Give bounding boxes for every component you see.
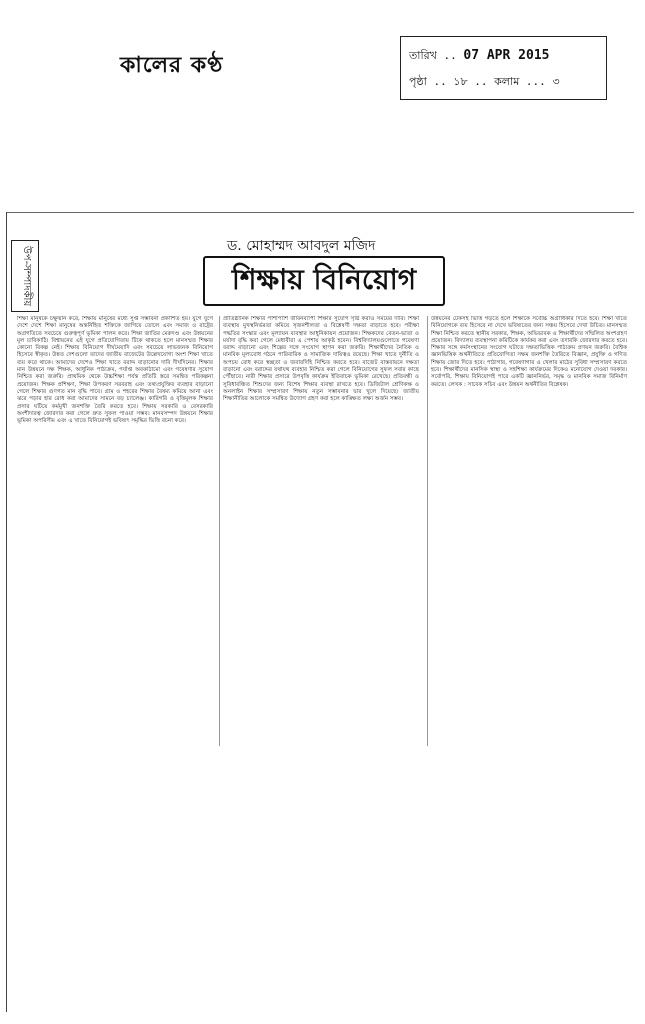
article-clipping (6, 212, 634, 1012)
newspaper-masthead: কালের কণ্ঠ (120, 52, 224, 78)
clipping-top-edge (7, 212, 634, 213)
stamp-date-label: তারিখ (409, 49, 437, 62)
article-byline: ড. মোহাম্মদ আবদুল মজিদ (227, 238, 376, 254)
article-headline: শিক্ষায় বিনিয়োগ (203, 256, 445, 306)
stamp-page-value: ১৮ (453, 75, 468, 88)
article-column-2: প্রাতিষ্ঠানিক শিক্ষার পাশাপাশি জীবনব্যাপী শিক্ষার সুযোগ সৃষ্টি করাও সময়ের দাবি। শিক্ষা ব্যবস্থায় মুখস্থনির্ভরতা কমিয়ে সৃজনশীলতা ও বিশ্লেষণী দক্ষতা বাড়াতে হবে। পরীক্ষা পদ্ধতির সংস্কার এবং মূল্যায়ন ব্যবস্থার আধুনিকায়ন প্রয়োজন। শিক্ষকদের বেতন-ভাতা ও মর্যাদা বৃদ্ধি করা গেলে মেধাবীরা এ পেশায় আকৃষ্ট হবেন। বিশ্ববিদ্যালয়গুলোতে গবেষণা বরাদ্দ বাড়ানো এবং শিল্পের সঙ্গে সংযোগ স্থাপন করা জরুরি। শিক্ষার্থীদের নৈতিক ও মানবিক মূল্যবোধ গঠনে পারিবারিক ও সামাজিক দায়িত্বও রয়েছে। শিক্ষা খাতে দুর্নীতি ও অপচয় রোধ করে স্বচ্ছতা ও জবাবদিহি নিশ্চিত করতে হবে। বাজেট বাস্তবায়নে দক্ষতা বাড়ানো এবং বরাদ্দের যথাযথ ব্যবহার নিশ্চিত করা গেলে বিনিয়োগের সুফল সবার কাছে পৌঁছাবে। নারী শিক্ষার প্রসারে উপবৃত্তি কার্যক্রম ইতিবাচক ভূমিকা রেখেছে। প্রতিবন্ধী ও সুবিধাবঞ্চিত শিশুদের জন্য বিশেষ শিক্ষার ব্যবস্থা রাখতে হবে। ডিজিটাল শ্রেণিকক্ষ ও অনলাইন শিক্ষার সম্প্রসারণ শিক্ষায় নতুন সম্ভাবনার দ্বার খুলে দিয়েছে। জাতীয় শিক্ষানীতির আলোকে সমন্বিত উদ্যোগ গ্রহণ করা হলে কাঙ্ক্ষিত লক্ষ্য অর্জন সম্ভব। (223, 316, 419, 403)
article-body (17, 316, 629, 746)
stamp-column-label: কলাম (494, 75, 520, 88)
stamp-page-row: পৃষ্ঠা .. ১৮ .. কলাম ... ৩ (409, 75, 560, 88)
clipping-stamp (400, 36, 607, 100)
column-divider (427, 316, 428, 746)
stamp-date-value: 07 APR 2015 (463, 48, 550, 63)
stamp-column-value: ৩ (552, 75, 560, 88)
stamp-page-label: পৃষ্ঠা (409, 75, 427, 88)
article-column-1: শিক্ষা মানুষকে চক্ষুষ্মান করে, শিক্ষায় মানুষের মধ্যে সুপ্ত সম্ভাবনা প্রকাশিত হয়। যুগে যুগে দেশে দেশে শিক্ষা মানুষের অন্তর্নিহিত শক্তিকে জাগিয়ে তোলে এবং সমাজ ও রাষ্ট্রের অগ্রগতিতে সবচেয়ে গুরুত্বপূর্ণ ভূমিকা পালন করে। শিক্ষা জাতির মেরুদণ্ড এবং উন্নয়নের মূল চাবিকাঠি। বিশ্বায়নের এই যুগে প্রতিযোগিতায় টিকে থাকতে হলে মানসম্মত শিক্ষার কোনো বিকল্প নেই। শিক্ষায় বিনিয়োগ দীর্ঘমেয়াদি এবং সবচেয়ে লাভজনক বিনিয়োগ হিসেবে স্বীকৃত। উন্নত দেশগুলো তাদের জাতীয় বাজেটের উল্লেখযোগ্য অংশ শিক্ষা খাতে ব্যয় করে থাকে। আমাদের দেশেও শিক্ষা খাতে বরাদ্দ বাড়ানোর দাবি দীর্ঘদিনের। শিক্ষার মান উন্নয়নে দক্ষ শিক্ষক, আধুনিক পাঠ্যক্রম, পর্যাপ্ত অবকাঠামো এবং গবেষণার সুযোগ নিশ্চিত করা জরুরি। প্রাথমিক থেকে উচ্চশিক্ষা পর্যন্ত প্রতিটি স্তরে সমন্বিত পরিকল্পনা প্রয়োজন। শিক্ষক প্রশিক্ষণ, শিক্ষা উপকরণ সরবরাহ এবং তথ্যপ্রযুক্তির ব্যবহার বাড়ানো গেলে শিক্ষার গুণগত মান বৃদ্ধি পাবে। গ্রাম ও শহরের শিক্ষার বৈষম্য কমিয়ে আনা এবং ঝরে পড়ার হার রোধ করা আমাদের সামনে বড় চ্যালেঞ্জ। কারিগরি ও বৃত্তিমূলক শিক্ষার প্রসার ঘটিয়ে কর্মমুখী জনশক্তি তৈরি করতে হবে। শিক্ষায় সরকারি ও বেসরকারি অংশীদারত্ব জোরদার করা গেলে দ্রুত সুফল পাওয়া সম্ভব। মানবসম্পদ উন্নয়নে শিক্ষার ভূমিকা অপরিসীম এবং এ খাতে বিনিয়োগই ভবিষ্যৎ সমৃদ্ধির ভিত্তি রচনা করে। (17, 316, 213, 425)
section-tab: উপ-সম্পাদকীয় (11, 240, 39, 312)
stamp-date-row: তারিখ .. 07 APR 2015 (409, 48, 550, 63)
column-divider (219, 316, 220, 746)
article-column-3: উন্নয়নের টেকসই ভিত্তি গড়তে হলে শিক্ষাকে সর্বোচ্চ অগ্রাধিকার দিতে হবে। শিক্ষা খাতে বিনিয়োগকে ব্যয় হিসেবে না দেখে ভবিষ্যতের জন্য সঞ্চয় হিসেবে দেখা উচিত। মানসম্মত শিক্ষা নিশ্চিত করতে স্থানীয় সরকার, শিক্ষক, অভিভাবক ও শিক্ষার্থীদের সম্মিলিত অংশগ্রহণ প্রয়োজন। বিদ্যালয় ব্যবস্থাপনা কমিটিকে কার্যকর করা এবং তদারকি জোরদার করতে হবে। শিক্ষার সঙ্গে কর্মসংস্থানের সংযোগ ঘটাতে দক্ষতাভিত্তিক পাঠ্যক্রম প্রণয়ন জরুরি। বৈশ্বিক জ্ঞানভিত্তিক অর্থনীতিতে প্রতিযোগিতা সক্ষম জনশক্তি তৈরিতে বিজ্ঞান, প্রযুক্তি ও গণিত শিক্ষায় জোর দিতে হবে। পাঠাগার, গবেষণাগার ও খেলার মাঠের সুবিধা সম্প্রসারণ করতে হবে। শিক্ষার্থীদের মানসিক স্বাস্থ্য ও সহশিক্ষা কার্যক্রমের দিকেও মনোযোগ দেওয়া দরকার। সর্বোপরি, শিক্ষায় বিনিয়োগই পারে একটি জ্ঞাননির্ভর, সমৃদ্ধ ও মানবিক সমাজ বিনির্মাণ করতে। লেখক : সাবেক সচিব এবং উন্নয়ন অর্থনীতির বিশ্লেষক। (431, 316, 627, 388)
